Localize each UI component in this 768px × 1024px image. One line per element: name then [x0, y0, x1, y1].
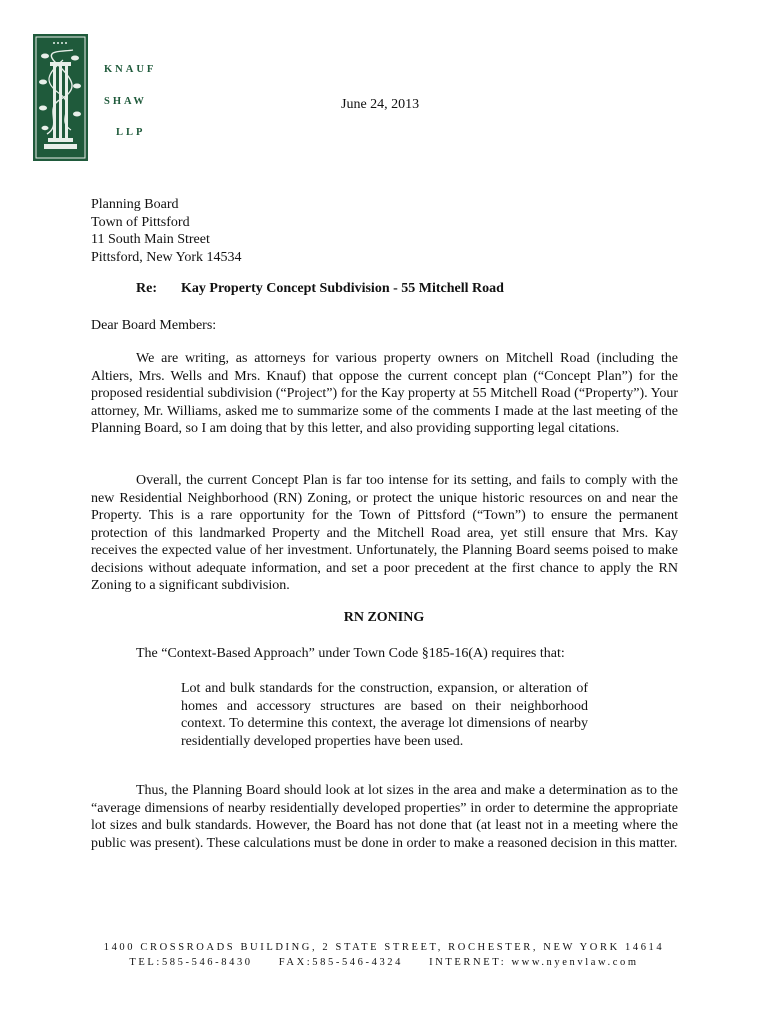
re-subject: Kay Property Concept Subdivision - 55 Mitchell Road	[181, 281, 504, 296]
body-paragraph: Overall, the current Concept Plan is far too intense for its setting, and fails to comply with the new Residential Neighborhood (RN) Zoning, or protect the unique historic resources on and near the Property. This is a rare opportunity for the Town of Pittsford (“Town”) to ensure the permanent protection of this landmarked Property and the Mitchell Road area, yet still ensure that Mrs. Kay receives the expected value of her investment. Unfortunately, the Planning Board seems poised to make decisions without adequate information, and set a poor precedent at the first chance to apply the RN Zoning to a significant subdivision.	[91, 473, 678, 593]
firm-name-knauf: KNAUF	[104, 64, 157, 75]
recipient-line: Planning Board	[91, 197, 179, 212]
footer-address: 1400 CROSSROADS BUILDING, 2 STATE STREET, ROCHESTER, NEW YORK 14614	[103, 942, 665, 953]
block-quote: Lot and bulk standards for the construction, expansion, or alteration of homes and accessory structures are based on their neighborhood context. To determine this context, the average lot dimensions of nearby residentially developed properties have been used.	[181, 681, 588, 749]
re-label: Re:	[136, 281, 157, 296]
recipient-line: Pittsford, New York 14534	[91, 249, 242, 265]
firm-logo	[33, 34, 88, 161]
recipient-address	[91, 196, 242, 266]
firm-name-shaw: SHAW	[104, 96, 147, 107]
body-paragraph: Thus, the Planning Board should look at lot sizes in the area and make a determination as to the “average dimensions of nearby residentially developed properties” in order to determine the appropriate lot sizes and bulk standards. However, the Board has not done that (at least not in a meeting where the public was present). These calculations must be done in order to make a reasoned decision in this matter.	[91, 783, 678, 851]
letter-date: June 24, 2013	[341, 97, 420, 112]
footer-contact: TEL:585-546-8430 FAX:585-546-4324 INTERNET: www.nyenvlaw.com	[129, 957, 639, 968]
firm-name-llp: LLP	[116, 127, 146, 138]
body-paragraph: We are writing, as attorneys for various property owners on Mitchell Road (including the Altiers, Mrs. Wells and Mrs. Knauf) that oppose the current concept plan (“Concept Plan”) for the proposed residential subdivision (“Project”) for the Kay property at 55 Mitchell Road (“Property”). Your attorney, Mr. Williams, asked me to summarize some of the comments I made at the last meeting of the Planning Board, so I am doing that by this letter, and also providing supporting legal citations.	[91, 351, 678, 436]
section-heading: RN ZONING	[343, 610, 425, 625]
quote-intro: The “Context-Based Approach” under Town Code §185-16(A) requires that:	[136, 646, 565, 661]
recipient-line: 11 South Main Street	[91, 232, 210, 247]
recipient-line: Town of Pittsford	[91, 214, 190, 230]
salutation: Dear Board Members:	[91, 318, 217, 333]
